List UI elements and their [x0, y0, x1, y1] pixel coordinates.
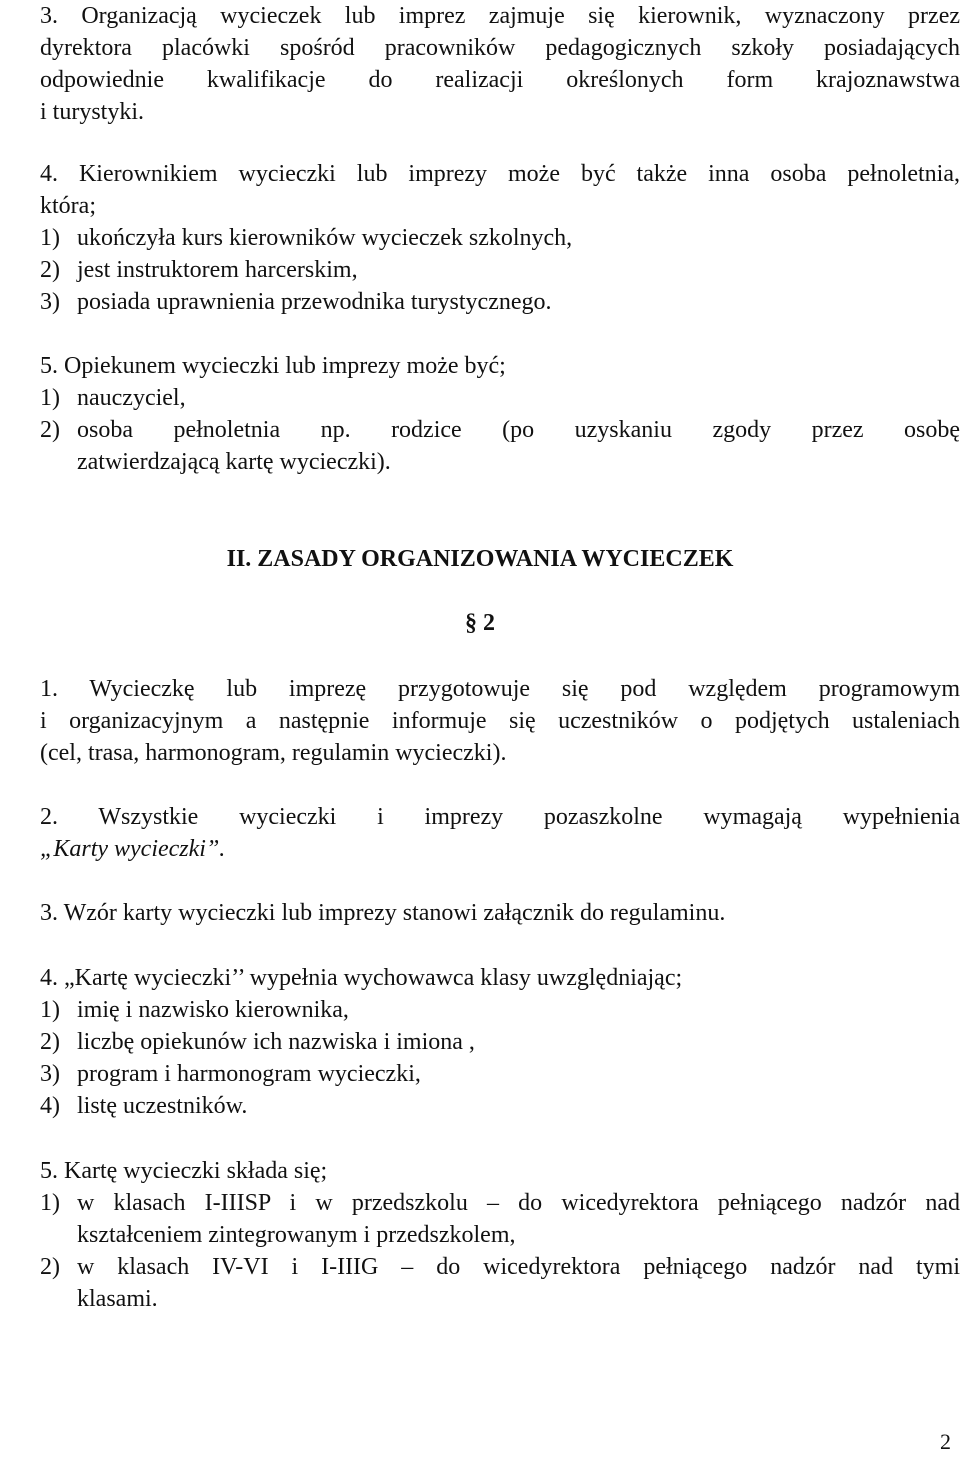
section-paragraph-5	[40, 1155, 960, 1187]
paragraph-line: która;	[40, 193, 96, 219]
list-item-text: kształceniem zintegrowanym i przedszkolem,	[77, 1222, 516, 1248]
list-item-text: jest instruktorem harcerskim,	[77, 257, 358, 283]
list-number: 2)	[40, 417, 60, 443]
list-item	[40, 254, 960, 286]
list-number: 4)	[40, 1093, 60, 1119]
paragraph-line: dyrektora placówki spośród pracowników pedagogicznych szkoły posiadających	[40, 35, 960, 61]
paragraph-line: 1. Wycieczkę lub imprezę przygotowuje się pod względem programowym	[40, 676, 960, 702]
list-item	[40, 222, 960, 254]
list-number: 2)	[40, 257, 60, 283]
list-item	[40, 1251, 960, 1315]
paragraph-line: 5. Kartę wycieczki składa się;	[40, 1158, 328, 1184]
list-item-text: w klasach IV-VI i I-IIIG – do wicedyrektora pełniącego nadzór nad tymi	[77, 1254, 960, 1280]
list-item-text: program i harmonogram wycieczki,	[77, 1061, 421, 1087]
karty-wycieczki-italic: „Karty wycieczki”.	[40, 836, 226, 862]
list-item-text: imię i nazwisko kierownika,	[77, 997, 349, 1023]
list-item-text: posiada uprawnienia przewodnika turystycznego.	[77, 289, 552, 315]
paragraph-line: (cel, trasa, harmonogram, regulamin wycieczki).	[40, 740, 507, 766]
list-item	[40, 286, 960, 318]
list-item-text: liczbę opiekunów ich nazwiska i imiona ,	[77, 1029, 475, 1055]
list-number: 1)	[40, 997, 60, 1023]
paragraph-4	[40, 158, 960, 222]
list-number: 2)	[40, 1254, 60, 1280]
paragraph-5	[40, 350, 960, 382]
list-item-text: listę uczestników.	[77, 1093, 248, 1119]
section-sign: § 2	[465, 610, 495, 636]
list-number: 1)	[40, 1190, 60, 1216]
section-paragraph-4	[40, 962, 960, 994]
list-number: 3)	[40, 289, 60, 315]
list-number: 3)	[40, 1061, 60, 1087]
list-item	[40, 382, 960, 414]
list-item	[40, 1026, 960, 1058]
list-item-text: ukończyła kurs kierowników wycieczek szkolnych,	[77, 225, 573, 251]
paragraph-line: 5. Opiekunem wycieczki lub imprezy może być;	[40, 353, 506, 379]
list-item-text: zatwierdzającą kartę wycieczki).	[77, 449, 391, 475]
paragraph-line: 4. „Kartę wycieczki’’ wypełnia wychowawca klasy uwzględniając;	[40, 965, 683, 991]
list-item	[40, 1187, 960, 1251]
paragraph-line: 3. Wzór karty wycieczki lub imprezy stanowi załącznik do regulaminu.	[40, 900, 726, 926]
list-item	[40, 994, 960, 1026]
paragraph-line: 4. Kierownikiem wycieczki lub imprezy może być także inna osoba pełnoletnia,	[40, 161, 960, 187]
list-item-text: osoba pełnoletnia np. rodzice (po uzyskaniu zgody przez osobę	[77, 417, 960, 443]
list-number: 1)	[40, 385, 60, 411]
paragraph-line: i turystyki.	[40, 99, 145, 125]
section-paragraph-1	[40, 673, 960, 769]
paragraph-line: odpowiednie kwalifikacje do realizacji określonych form krajoznawstwa	[40, 67, 960, 93]
section-heading: II. ZASADY ORGANIZOWANIA WYCIECZEK	[226, 546, 734, 572]
paragraph-line: 2. Wszystkie wycieczki i imprezy pozaszkolne wymagają wypełnienia	[40, 804, 960, 830]
list-item	[40, 414, 960, 478]
list-item-text: w klasach I-IIISP i w przedszkolu – do wicedyrektora pełniącego nadzór nad	[77, 1190, 960, 1216]
section-paragraph-2	[40, 801, 960, 865]
list-item	[40, 1090, 960, 1122]
paragraph-line	[40, 833, 960, 865]
paragraph-line: i organizacyjnym a następnie informuje się uczestników o podjętych ustaleniach	[40, 708, 960, 734]
paragraph-line: 3. Organizacją wycieczek lub imprez zajmuje się kierownik, wyznaczony przez	[40, 3, 960, 29]
list-number: 2)	[40, 1029, 60, 1055]
list-number: 1)	[40, 225, 60, 251]
list-item-text: nauczyciel,	[77, 385, 186, 411]
list-item	[40, 1058, 960, 1090]
section-paragraph-3	[40, 897, 960, 929]
page-number: 2	[940, 1429, 951, 1454]
list-item-text: klasami.	[77, 1286, 158, 1312]
paragraph-3	[40, 0, 960, 128]
